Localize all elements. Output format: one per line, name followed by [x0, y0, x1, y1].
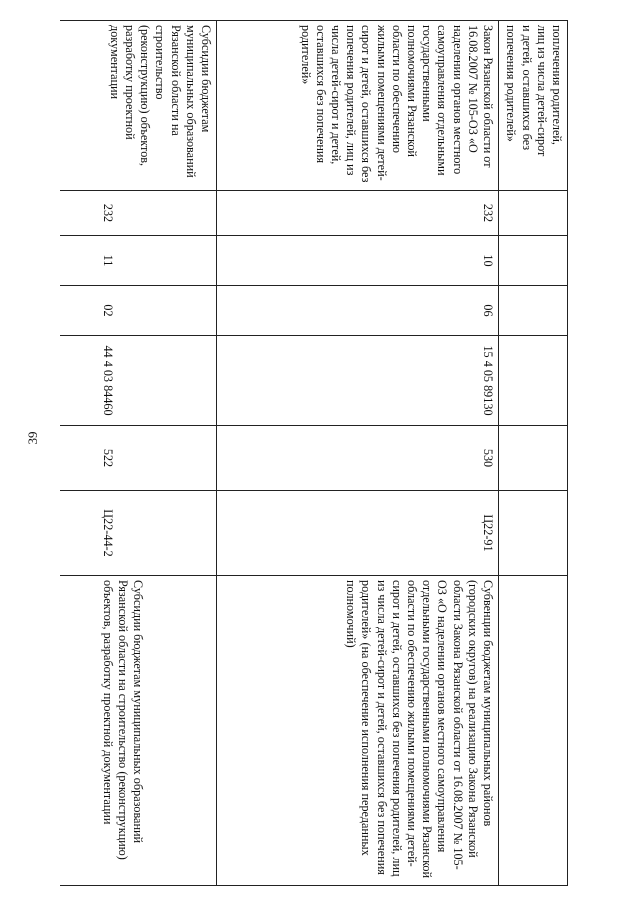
cell-csr-text: 44 4 03 84460 [101, 345, 115, 416]
cell-descr [499, 576, 568, 886]
table-row [60, 21, 217, 886]
cell-rz [60, 236, 217, 286]
cell-name: Субсидии бюджетам муниципальных образований Рязанской области на строительство (реконструкцию) объектов, разработку проектной документации [60, 21, 217, 191]
cell-csr [499, 336, 568, 426]
cell-name: поплечения родителей, лиц из числа детей-сирот и детей, оставшихся без попечения родителей» [499, 21, 568, 191]
cell-csr: 15 4 05 89130 [217, 336, 499, 426]
cell-csr [60, 336, 217, 426]
cell-code: Ц22-91 [217, 491, 499, 576]
table-row [217, 21, 499, 886]
cell-pr [60, 286, 217, 336]
cell-rz-text: 11 [101, 254, 115, 267]
cell-vr [60, 426, 217, 491]
page-number: 39 [25, 431, 40, 445]
cell-ved: 232 [217, 191, 499, 236]
cell-descr [60, 576, 217, 886]
table-row [499, 21, 568, 886]
cell-rz [499, 236, 568, 286]
cell-name: Закон Рязанской области от 16.08.2007 № 105-ОЗ «О наделении органов местного самоуправления отдельными государственными полномочиями Рязанской области по обеспечению жилыми помещениями детей-сирот и детей, оставшихся без попечения родителей, лиц из числа детей-сирот и детей, оставшихся без попечения родителей» [217, 21, 499, 191]
cell-vr-text: 522 [101, 448, 115, 468]
cell-ved [60, 191, 217, 236]
cell-rz: 10 [217, 236, 499, 286]
cell-ved-text: 232 [101, 203, 115, 223]
budget-table [60, 20, 568, 886]
cell-vr [499, 426, 568, 491]
rotated-page-area [60, 0, 580, 905]
cell-code [60, 491, 217, 576]
cell-code [499, 491, 568, 576]
cell-pr [499, 286, 568, 336]
cell-ved [499, 191, 568, 236]
cell-pr-text: 02 [101, 304, 115, 317]
cell-descr: Субвенции бюджетам муниципальных районов (городских округов) на реализацию Закона Рязанской области Закона Рязанской области от 16.08.2007 № 105-ОЗ «О наделении органов местного самоуправления отдельными государственными полномочиями Рязанской области по обеспечению жилыми помещениями детей-сирот и детей, оставшихся без попечения родителей, лиц из числа детей-сирот и детей, оставшихся без попечения родителей» (на обеспечение исполнения переданных полномочий) [217, 576, 499, 886]
cell-code-text: Ц22-44-2 [101, 509, 115, 557]
rotated-table-wrapper [60, 0, 580, 905]
cell-vr: 530 [217, 426, 499, 491]
cell-descr-text: Субсидии бюджетам муниципальных образований Рязанской области на строительство (реконструкцию) объектов, разработку проектной документации [100, 580, 145, 860]
cell-pr: 06 [217, 286, 499, 336]
